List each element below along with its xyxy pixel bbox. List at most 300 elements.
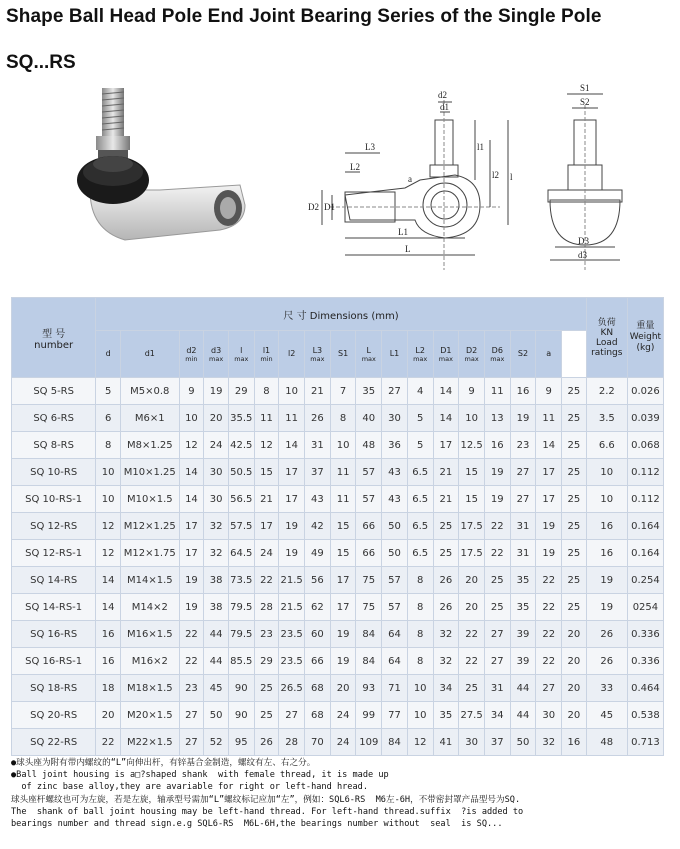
table-cell: 4 <box>407 378 433 405</box>
column-header-l3: L3 max <box>305 331 331 378</box>
table-cell: 14 <box>433 378 459 405</box>
table-cell: 75 <box>356 567 382 594</box>
table-cell: 12 <box>179 432 204 459</box>
table-cell: 90 <box>228 675 254 702</box>
label-D1: D1 <box>324 202 335 212</box>
table-cell: 10 <box>586 486 627 513</box>
table-cell: 17 <box>330 567 356 594</box>
note-line: ●球头座为附有带内螺纹的“L”向伸出杆，有锌基合金制造，螺纹有左、右之分。 <box>11 758 316 768</box>
table-cell: 0.112 <box>627 486 663 513</box>
dimensions-header: 尺 寸 Dimensions (mm) <box>96 298 586 331</box>
table-cell: 37 <box>305 459 331 486</box>
table-cell: 30 <box>204 459 229 486</box>
table-cell: SQ 14-RS <box>12 567 96 594</box>
column-header-d1: d1 <box>120 331 179 378</box>
table-cell: 56 <box>305 567 331 594</box>
label-D2: D2 <box>308 202 319 212</box>
table-cell: 34 <box>433 675 459 702</box>
table-cell: 20 <box>562 702 587 729</box>
column-header-l: L max <box>356 331 382 378</box>
table-cell: 27 <box>536 675 562 702</box>
table-cell: 19 <box>586 567 627 594</box>
table-cell: M10×1.25 <box>120 459 179 486</box>
table-cell: 14 <box>179 459 204 486</box>
table-cell: 17 <box>254 513 279 540</box>
table-cell: SQ 5-RS <box>12 378 96 405</box>
table-cell: 27 <box>510 459 536 486</box>
table-cell: 17 <box>279 459 305 486</box>
table-cell: 19 <box>330 621 356 648</box>
table-cell: 15 <box>459 486 485 513</box>
table-cell: 16 <box>586 513 627 540</box>
table-row <box>12 405 664 432</box>
table-cell: 6.5 <box>407 486 433 513</box>
table-cell: 9 <box>179 378 204 405</box>
table-cell: 10 <box>279 378 305 405</box>
table-cell: 27 <box>484 648 510 675</box>
table-cell: 16 <box>562 729 587 756</box>
table-cell: 26 <box>433 567 459 594</box>
table-cell: 60 <box>305 621 331 648</box>
table-cell: 33 <box>586 675 627 702</box>
table-cell: 25 <box>254 702 279 729</box>
table-row <box>12 729 664 756</box>
table-cell: 0.254 <box>627 567 663 594</box>
table-cell: 44 <box>510 702 536 729</box>
table-cell: 2.2 <box>586 378 627 405</box>
table-cell: 11 <box>330 459 356 486</box>
table-cell: 23.5 <box>279 648 305 675</box>
table-cell: 25 <box>484 594 510 621</box>
table-cell: 9 <box>459 378 485 405</box>
table-cell: 64 <box>382 621 408 648</box>
table-cell: 64 <box>382 648 408 675</box>
label-L: L <box>405 244 411 254</box>
column-header-row <box>12 331 664 378</box>
label-d3: d3 <box>578 250 587 260</box>
table-cell: 6.6 <box>586 432 627 459</box>
table-body <box>12 378 664 756</box>
table-row <box>12 675 664 702</box>
table-cell: 22 <box>96 729 121 756</box>
table-cell: 5 <box>407 432 433 459</box>
table-cell: 57 <box>356 459 382 486</box>
table-cell: 66 <box>305 648 331 675</box>
table-cell: 25 <box>562 594 587 621</box>
table-cell: 20 <box>562 648 587 675</box>
table-cell: 0.026 <box>627 378 663 405</box>
table-cell: 22 <box>254 567 279 594</box>
table-cell: 79.5 <box>228 621 254 648</box>
dimension-table <box>11 297 664 756</box>
table-cell: 43 <box>305 486 331 513</box>
table-cell: 0.713 <box>627 729 663 756</box>
table-cell: 43 <box>382 486 408 513</box>
table-cell: 26 <box>433 594 459 621</box>
table-cell: 16 <box>96 648 121 675</box>
table-cell: 24 <box>204 432 229 459</box>
table-cell: 25 <box>433 513 459 540</box>
table-cell: 22 <box>536 567 562 594</box>
table-cell: 14 <box>536 432 562 459</box>
table-cell: 11 <box>330 486 356 513</box>
product-photo <box>70 80 260 280</box>
table-cell: 28 <box>279 729 305 756</box>
table-cell: M14×1.5 <box>120 567 179 594</box>
table-cell: 109 <box>356 729 382 756</box>
note-line: 球头座杆螺纹也可为左旋，若是左旋，轴承型号需加“L”螺纹标记应加“左”，例如：SQL6-RS M6左-6H，不带密封罩产品型号为SQ. <box>11 794 521 805</box>
table-cell: 84 <box>356 648 382 675</box>
table-cell: 14 <box>96 567 121 594</box>
table-cell: 26 <box>305 405 331 432</box>
table-cell: 95 <box>228 729 254 756</box>
table-cell: M18×1.5 <box>120 675 179 702</box>
table-cell: SQ 10-RS-1 <box>12 486 96 513</box>
table-cell: 11 <box>484 378 510 405</box>
table-cell: 68 <box>305 675 331 702</box>
table-cell: 21 <box>254 486 279 513</box>
table-cell: 0.164 <box>627 513 663 540</box>
table-row <box>12 486 664 513</box>
column-header-a: a <box>536 331 562 378</box>
table-cell: 25 <box>562 486 587 513</box>
label-d1: d1 <box>440 102 449 112</box>
table-cell: 19 <box>179 567 204 594</box>
column-header-l2: l2 <box>279 331 305 378</box>
table-cell: 23 <box>254 621 279 648</box>
table-cell: 0254 <box>627 594 663 621</box>
table-cell: 20 <box>96 702 121 729</box>
table-cell: 22 <box>536 648 562 675</box>
table-cell: 22 <box>484 540 510 567</box>
table-cell: M6×1 <box>120 405 179 432</box>
table-cell: 19 <box>510 405 536 432</box>
label-L1: L1 <box>398 227 408 237</box>
table-cell: 10 <box>330 432 356 459</box>
table-cell: 25 <box>254 675 279 702</box>
column-header-l1: l1 min <box>254 331 279 378</box>
column-header-d2: d2 min <box>179 331 204 378</box>
table-cell: 44 <box>204 648 229 675</box>
table-cell: 17.5 <box>459 513 485 540</box>
table-cell: 12.5 <box>459 432 485 459</box>
table-cell: 19 <box>536 540 562 567</box>
table-cell: 20 <box>562 675 587 702</box>
weight-header: 重量 Weight (kg) <box>627 298 663 378</box>
table-cell: M14×2 <box>120 594 179 621</box>
table-cell: 0.068 <box>627 432 663 459</box>
table-cell: 23.5 <box>279 621 305 648</box>
table-cell: 48 <box>586 729 627 756</box>
table-cell: 10 <box>407 675 433 702</box>
table-cell: 19 <box>536 513 562 540</box>
table-cell: 84 <box>382 729 408 756</box>
table-cell: 27 <box>382 378 408 405</box>
column-header-d: d <box>96 331 121 378</box>
column-header-s1: S1 <box>330 331 356 378</box>
table-cell: 68 <box>305 702 331 729</box>
table-cell: 32 <box>433 648 459 675</box>
table-cell: 25 <box>562 432 587 459</box>
table-cell: 16 <box>96 621 121 648</box>
model-header: 型 号 number <box>12 298 96 378</box>
note-line: of zinc base alloy,they are avariable for right or left-hand hread. <box>11 782 368 793</box>
table-cell: 24 <box>330 729 356 756</box>
table-row <box>12 621 664 648</box>
table-cell: 22 <box>179 648 204 675</box>
table-cell: 20 <box>459 594 485 621</box>
table-cell: 27.5 <box>459 702 485 729</box>
table-cell: M16×2 <box>120 648 179 675</box>
column-header-l: l max <box>228 331 254 378</box>
label-S2: S2 <box>580 97 590 107</box>
table-cell: 21 <box>433 486 459 513</box>
table-cell: 22 <box>459 648 485 675</box>
table-cell: 11 <box>279 405 305 432</box>
table-cell: 40 <box>356 405 382 432</box>
table-row <box>12 378 664 405</box>
table-cell: 12 <box>407 729 433 756</box>
table-cell: 50 <box>204 702 229 729</box>
table-cell: 15 <box>459 459 485 486</box>
column-header-l2: L2 max <box>407 331 433 378</box>
table-cell: 6.5 <box>407 513 433 540</box>
table-cell: 18 <box>96 675 121 702</box>
table-cell: 10 <box>96 459 121 486</box>
label-l2: l2 <box>492 170 500 180</box>
table-cell: 42.5 <box>228 432 254 459</box>
table-cell: 8 <box>407 648 433 675</box>
table-cell: 62 <box>305 594 331 621</box>
table-cell: 14 <box>433 405 459 432</box>
table-cell: 31 <box>510 540 536 567</box>
table-row <box>12 648 664 675</box>
table-cell: 32 <box>536 729 562 756</box>
table-cell: 32 <box>204 540 229 567</box>
table-cell: 50.5 <box>228 459 254 486</box>
table-cell: 27 <box>179 729 204 756</box>
table-cell: 93 <box>356 675 382 702</box>
table-cell: 14 <box>96 594 121 621</box>
table-cell: 7 <box>330 378 356 405</box>
table-cell: SQ 8-RS <box>12 432 96 459</box>
table-cell: 90 <box>228 702 254 729</box>
table-cell: 44 <box>510 675 536 702</box>
table-cell: 19 <box>204 378 229 405</box>
table-row <box>12 513 664 540</box>
table-cell: 45 <box>586 702 627 729</box>
table-cell: SQ 16-RS <box>12 621 96 648</box>
table-cell: SQ 20-RS <box>12 702 96 729</box>
notes <box>11 757 671 830</box>
table-cell: 99 <box>356 702 382 729</box>
table-cell: 57 <box>382 594 408 621</box>
column-header-d6: D6 max <box>484 331 510 378</box>
note-line: ●Ball joint housing is a□?shaped shank with female thread, it is made up <box>11 770 389 781</box>
table-cell: 6.5 <box>407 459 433 486</box>
table-cell: 14 <box>279 432 305 459</box>
table-row <box>12 594 664 621</box>
technical-drawing <box>280 80 680 280</box>
table-cell: 19 <box>279 540 305 567</box>
table-row <box>12 432 664 459</box>
table-cell: 3.5 <box>586 405 627 432</box>
table-cell: M12×1.75 <box>120 540 179 567</box>
table-cell: 35 <box>433 702 459 729</box>
table-cell: 17 <box>536 486 562 513</box>
table-cell: 42 <box>305 513 331 540</box>
table-cell: 21 <box>433 459 459 486</box>
table-cell: 8 <box>407 621 433 648</box>
table-cell: SQ 6-RS <box>12 405 96 432</box>
table-cell: M8×1.25 <box>120 432 179 459</box>
table-cell: 75 <box>356 594 382 621</box>
table-cell: 0.164 <box>627 540 663 567</box>
table-cell: 16 <box>510 378 536 405</box>
table-cell: 19 <box>484 459 510 486</box>
table-cell: 12 <box>96 540 121 567</box>
table-cell: M22×1.5 <box>120 729 179 756</box>
table-cell: 25 <box>562 459 587 486</box>
table-cell: 15 <box>330 540 356 567</box>
table-cell: 71 <box>382 675 408 702</box>
table-cell: 5 <box>96 378 121 405</box>
dimension-table-container <box>11 297 664 756</box>
table-cell: 37 <box>484 729 510 756</box>
table-cell: 26.5 <box>279 675 305 702</box>
table-cell: 10 <box>407 702 433 729</box>
table-cell: 35 <box>510 594 536 621</box>
table-cell: 15 <box>330 513 356 540</box>
table-cell: 5 <box>407 405 433 432</box>
label-L2: L2 <box>350 162 360 172</box>
table-cell: 84 <box>356 621 382 648</box>
table-cell: 79.5 <box>228 594 254 621</box>
table-cell: 21.5 <box>279 567 305 594</box>
table-cell: 23 <box>510 432 536 459</box>
table-cell: 45 <box>204 675 229 702</box>
table-cell: 17 <box>279 486 305 513</box>
table-cell: 39 <box>510 621 536 648</box>
note-line: bearings number and thread sign.e.g SQL6-RS M6L-6H,the bearings number without seal is SQ... <box>11 819 503 830</box>
table-cell: 10 <box>459 405 485 432</box>
table-cell: 43 <box>382 459 408 486</box>
table-cell: 22 <box>536 594 562 621</box>
table-cell: 30 <box>536 702 562 729</box>
table-cell: 14 <box>179 486 204 513</box>
table-cell: 0.336 <box>627 648 663 675</box>
label-l: l <box>510 172 513 182</box>
table-cell: M20×1.5 <box>120 702 179 729</box>
table-row <box>12 702 664 729</box>
table-cell: 19 <box>330 648 356 675</box>
table-cell: 25 <box>562 378 587 405</box>
table-cell: 17 <box>179 540 204 567</box>
table-cell: 27 <box>279 702 305 729</box>
table-cell: 57 <box>382 567 408 594</box>
column-header-l1: L1 <box>382 331 408 378</box>
load-header: 负荷 KN Load ratings <box>586 298 627 378</box>
table-cell: 31 <box>484 675 510 702</box>
table-cell: 44 <box>204 621 229 648</box>
table-cell: 32 <box>433 621 459 648</box>
table-cell: 20 <box>562 621 587 648</box>
table-cell: 8 <box>330 405 356 432</box>
table-cell: 19 <box>279 513 305 540</box>
table-cell: 10 <box>96 486 121 513</box>
table-cell: 17.5 <box>459 540 485 567</box>
table-cell: SQ 16-RS-1 <box>12 648 96 675</box>
table-cell: 13 <box>484 405 510 432</box>
table-cell: 0.464 <box>627 675 663 702</box>
label-S1: S1 <box>580 83 590 93</box>
table-cell: 17 <box>433 432 459 459</box>
table-cell: 22 <box>536 621 562 648</box>
table-cell: M10×1.5 <box>120 486 179 513</box>
table-cell: 27 <box>510 486 536 513</box>
table-cell: 39 <box>510 648 536 675</box>
table-cell: 26 <box>586 648 627 675</box>
table-cell: 0.336 <box>627 621 663 648</box>
table-cell: 30 <box>382 405 408 432</box>
table-cell: 57 <box>356 486 382 513</box>
table-cell: 8 <box>407 594 433 621</box>
table-cell: 22 <box>459 621 485 648</box>
table-cell: SQ 12-RS-1 <box>12 540 96 567</box>
table-cell: 41 <box>433 729 459 756</box>
table-cell: 24 <box>330 702 356 729</box>
table-cell: SQ 10-RS <box>12 459 96 486</box>
table-cell: M16×1.5 <box>120 621 179 648</box>
table-cell: 12 <box>96 513 121 540</box>
table-cell: 50 <box>382 513 408 540</box>
table-cell: SQ 22-RS <box>12 729 96 756</box>
table-cell: 35 <box>510 567 536 594</box>
table-cell: 49 <box>305 540 331 567</box>
table-cell: 25 <box>459 675 485 702</box>
table-cell: 17 <box>536 459 562 486</box>
table-row <box>12 459 664 486</box>
table-cell: 6.5 <box>407 540 433 567</box>
table-cell: 19 <box>179 594 204 621</box>
table-cell: 0.538 <box>627 702 663 729</box>
label-d2: d2 <box>438 90 447 100</box>
table-cell: 29 <box>254 648 279 675</box>
table-cell: 19 <box>484 486 510 513</box>
table-cell: 11 <box>536 405 562 432</box>
label-a: a <box>408 174 412 184</box>
table-cell: 8 <box>407 567 433 594</box>
table-cell: 85.5 <box>228 648 254 675</box>
table-cell: 35.5 <box>228 405 254 432</box>
table-cell: 64.5 <box>228 540 254 567</box>
note-line: The shank of ball joint housing may be left-hand thread. For left-hand thread.suffix ?is added to <box>11 806 524 817</box>
table-cell: 23 <box>179 675 204 702</box>
table-cell: 0.039 <box>627 405 663 432</box>
table-cell: 25 <box>433 540 459 567</box>
table-cell: 34 <box>484 702 510 729</box>
table-cell: 25 <box>562 540 587 567</box>
table-cell: 70 <box>305 729 331 756</box>
table-cell: 36 <box>382 432 408 459</box>
table-cell: M12×1.25 <box>120 513 179 540</box>
table-cell: 27 <box>484 621 510 648</box>
table-cell: 48 <box>356 432 382 459</box>
table-cell: 38 <box>204 594 229 621</box>
table-cell: 21 <box>305 378 331 405</box>
table-cell: 25 <box>562 513 587 540</box>
table-cell: 52 <box>204 729 229 756</box>
